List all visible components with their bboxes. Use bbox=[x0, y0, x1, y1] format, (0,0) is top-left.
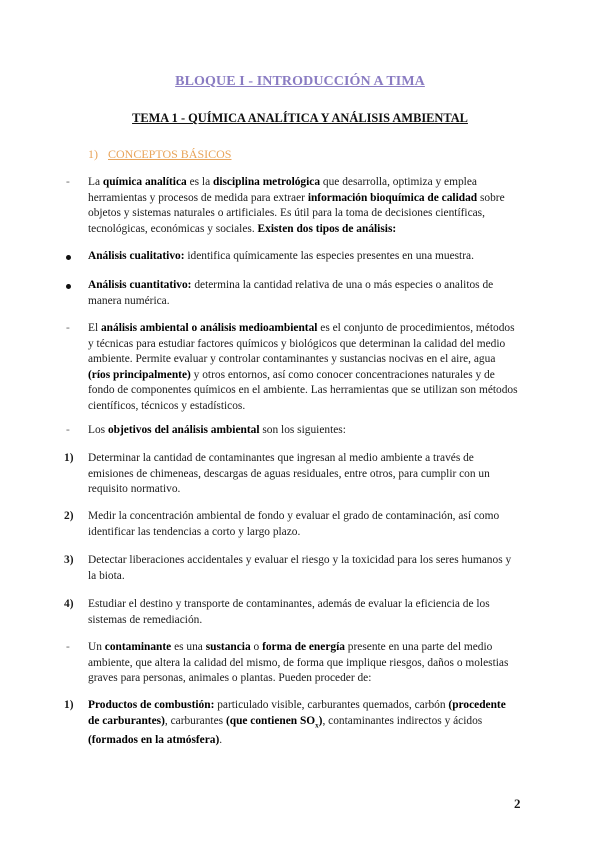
dash-marker: - bbox=[66, 641, 70, 653]
dash-marker: - bbox=[66, 176, 70, 188]
section-heading bbox=[88, 147, 231, 162]
paragraph-definition: - La química analítica es la disciplina metrológica que desarrolla, optimiza y emplea herramientas y procesos de medida para extraer información bioquímica de calidad sobre objetos y sistemas naturales o artificiales. Es útil para la toma de decisiones científicas, tecnológicas, económicas y sociales. Existen dos tipos de análisis: bbox=[66, 176, 505, 235]
topic-title: TEMA 1 - QUÍMICA ANALÍTICA Y ANÁLISIS AMBIENTAL bbox=[132, 111, 468, 125]
section-label: CONCEPTOS BÁSICOS bbox=[108, 147, 232, 161]
bullet-icon bbox=[66, 284, 71, 289]
bullet-icon bbox=[66, 255, 71, 260]
dash-marker: - bbox=[66, 424, 70, 436]
list-number: 2) bbox=[64, 510, 74, 522]
source-item: 1) Productos de combustión: particulado visible, carburantes quemados, carbón (procedente de carburantes), carburantes (que contienen $SO_x$), contaminantes indirectos y ácidos (formados en la atmósfera). bbox=[64, 699, 506, 747]
objective-item: 1) Determinar la cantidad de contaminantes que ingresan al medio ambiente a través de emisiones de chimeneas, descargas de aguas residuales, entre otros, para cumplir con un requisito normativo. bbox=[64, 452, 490, 496]
paragraph-analisis-ambiental: - El análisis ambiental o análisis medioambiental es el conjunto de procedimientos, métodos y técnicas para estudiar factores químicos y biológicos que determinan la calidad del medio ambiente. Permite evaluar y controlar contaminantes y sustancias nocivas en el aire, agua (ríos principalmente) y otros entornos, así como conocer concentraciones naturales y de fondo de componentes químicos en el ambiente. Las herramientas que se utilizan son métodos científicos, técnicos y estadísticos. bbox=[66, 322, 518, 412]
list-number: 1) bbox=[64, 452, 74, 464]
objective-item: 2) Medir la concentración ambiental de fondo y evaluar el grado de contaminación, así como identificar las tendencias a corto y largo plazo. bbox=[64, 510, 500, 538]
bullet-cualitativo: Análisis cualitativo: identifica químicamente las especies presentes en una muestra. bbox=[88, 249, 520, 265]
page-number: 2 bbox=[514, 796, 521, 811]
paragraph-contaminante: - Un contaminante es una sustancia o forma de energía presente en una parte del medio ambiente, que altera la calidad del mismo, de forma que implique riesgos, daños o molestias graves para personas, animales o plantas. Pueden proceder de: bbox=[66, 641, 509, 685]
objective-item: 3) Detectar liberaciones accidentales y evaluar el riesgo y la toxicidad para los seres humanos y la biota. bbox=[64, 554, 512, 582]
list-number: 3) bbox=[64, 554, 74, 566]
list-number: 4) bbox=[64, 598, 74, 610]
paragraph-objetivos: - Los objetivos del análisis ambiental son los siguientes: bbox=[88, 423, 520, 439]
list-number: 1) bbox=[64, 699, 74, 711]
bullet-cuantitativo: Análisis cuantitativo: determina la cantidad relativa de una o más especies o analitos de manera numérica. bbox=[88, 278, 520, 309]
term-quimica-analitica: química analítica bbox=[102, 176, 187, 188]
objective-item: 4) Estudiar el destino y transporte de contaminantes, además de evaluar la eficiencia de los sistemas de remediación. bbox=[64, 598, 490, 626]
block-title: BLOQUE I - INTRODUCCIÓN A TIMA bbox=[175, 74, 425, 89]
section-number: 1) bbox=[88, 147, 98, 161]
dash-marker: - bbox=[66, 322, 70, 334]
